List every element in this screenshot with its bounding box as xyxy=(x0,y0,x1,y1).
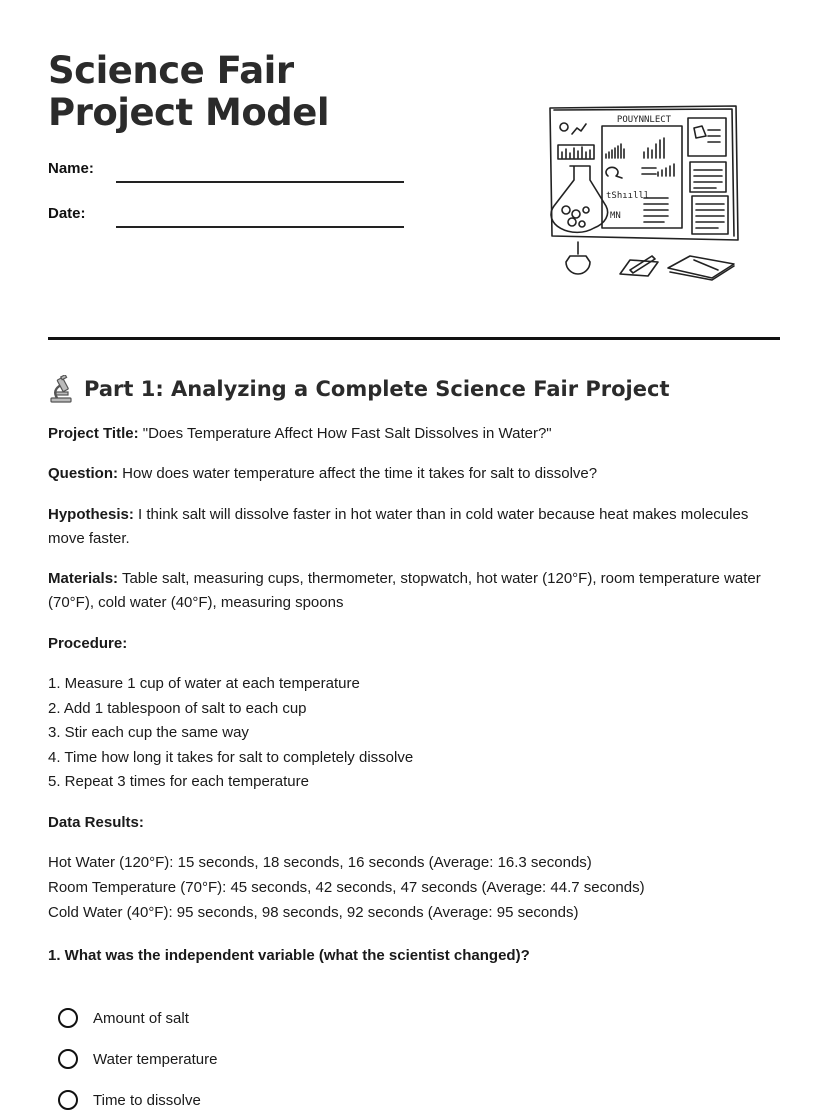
date-label: Date: xyxy=(48,205,86,222)
procedure-label: Procedure: xyxy=(48,635,128,652)
microscope-icon xyxy=(48,375,74,403)
section-divider xyxy=(48,337,780,340)
project-title-label: Project Title: xyxy=(48,425,139,442)
materials-value: Table salt, measuring cups, thermometer, stopwatch, hot water (120°F), room temperature water (70°F), cold water (40°F), measuring spoons xyxy=(48,570,761,611)
question-value: How does water temperature affect the time it takes for salt to dissolve? xyxy=(122,465,598,482)
radio-button[interactable] xyxy=(58,1049,78,1069)
date-field[interactable] xyxy=(116,226,404,228)
board-heading: POUYNNLECT xyxy=(616,115,672,125)
page-title: Science Fair Project Model xyxy=(48,49,330,134)
procedure-list xyxy=(48,672,413,795)
materials-label: Materials: xyxy=(48,570,119,587)
data-line-room: Room Temperature (70°F): 45 seconds, 42 seconds, 47 seconds (Average: 44.7 seconds) xyxy=(48,879,645,896)
list-item: 2. Add 1 tablespoon of salt to each cup xyxy=(48,699,307,717)
option-water-temperature[interactable] xyxy=(58,1049,218,1069)
part1-heading-text: Part 1: Analyzing a Complete Science Fair Project xyxy=(84,377,670,401)
option-label: Amount of salt xyxy=(93,1009,189,1027)
materials-row xyxy=(48,567,780,615)
radio-button[interactable] xyxy=(58,1090,78,1110)
option-label: Water temperature xyxy=(93,1050,218,1068)
list-item: 4. Time how long it takes for salt to completely dissolve xyxy=(48,748,414,766)
question-label: Question: xyxy=(48,465,118,482)
data-results-label: Data Results: xyxy=(48,814,144,831)
data-results xyxy=(48,850,645,925)
data-line-hot: Hot Water (120°F): 15 seconds, 18 seconds, 16 seconds (Average: 16.3 seconds) xyxy=(48,854,592,871)
hypothesis-value: I think salt will dissolve faster in hot water than in cold water because heat makes molecules move faster. xyxy=(48,506,749,547)
procedure-row xyxy=(48,632,780,656)
part1-heading xyxy=(48,374,670,404)
name-label: Name: xyxy=(48,160,94,177)
option-time-to-dissolve[interactable] xyxy=(58,1090,201,1110)
option-amount-of-salt[interactable] xyxy=(58,1008,189,1028)
data-results-row xyxy=(48,811,780,835)
board-text-2: MN xyxy=(610,211,621,221)
question-row xyxy=(48,462,780,486)
project-title-value: "Does Temperature Affect How Fast Salt Dissolves in Water?" xyxy=(142,425,552,442)
radio-button[interactable] xyxy=(58,1008,78,1028)
science-fair-board-illustration xyxy=(548,100,740,290)
option-label: Time to dissolve xyxy=(93,1091,201,1109)
board-text-1: tShıılll xyxy=(606,191,650,201)
list-item: 3. Stir each cup the same way xyxy=(48,724,249,741)
hypothesis-label: Hypothesis: xyxy=(48,506,134,523)
name-field[interactable] xyxy=(116,181,404,183)
list-item: 1. Measure 1 cup of water at each temperature xyxy=(48,675,360,692)
hypothesis-row xyxy=(48,503,780,551)
project-title-row xyxy=(48,422,780,446)
list-item: 5. Repeat 3 times for each temperature xyxy=(48,773,309,790)
question-1-text: 1. What was the independent variable (what the scientist changed)? xyxy=(48,947,530,964)
data-line-cold: Cold Water (40°F): 95 seconds, 98 seconds, 92 seconds (Average: 95 seconds) xyxy=(48,904,579,921)
